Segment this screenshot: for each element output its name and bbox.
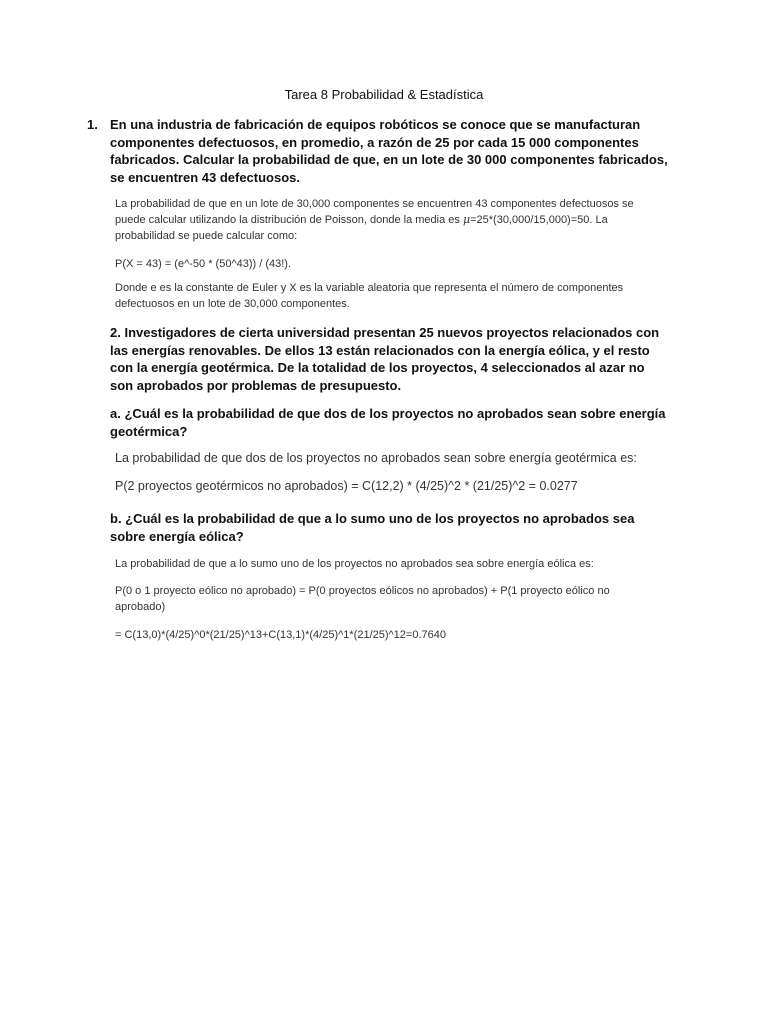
answer-2a-intro: La probabilidad de que dos de los proyectos no aprobados sean sobre energía geotérmica es: xyxy=(115,451,637,465)
question-2b-text: b. ¿Cuál es la probabilidad de que a lo sumo uno de los proyectos no aprobados sea sobre energía eólica? xyxy=(110,511,635,544)
answer-1-paragraph-1 xyxy=(115,196,660,244)
answer-1-block xyxy=(115,196,660,244)
question-1-text: En una industria de fabricación de equipos robóticos se conoce que se manufacturan componentes defectuosos, en promedio, a razón de 25 por cada 15 000 componentes fabricados. Calcular la probabilidad de que, en un lote de 30 000 componentes fabricados, se encuentren 43 defectuosos. xyxy=(110,117,668,185)
answer-1-paragraph-3: Donde e es la constante de Euler y X es la variable aleatoria que representa el número de componentes defectuosos en un lote de 30,000 componentes. xyxy=(115,282,624,310)
answer-2a-formula: P(2 proyectos geotérmicos no aprobados) = C(12,2) * (4/25)^2 * (21/25)^2 = 0.0277 xyxy=(115,479,578,493)
question-1-number: 1. xyxy=(87,117,98,132)
answer-2b-intro: La probabilidad de que a lo sumo uno de los proyectos no aprobados sea sobre energía eólica es: xyxy=(115,558,594,570)
answer-2b-line: P(0 o 1 proyecto eólico no aprobado) = P(0 proyectos eólicos no aprobados) + P(1 proyecto eólico no aprobado) xyxy=(115,585,610,613)
document-title: Tarea 8 Probabilidad & Estadística xyxy=(284,87,484,102)
answer-1-text-b: =25*(30,000/15,000)=50. La probabilidad se puede calcular como: xyxy=(115,214,608,242)
answer-1-formula: P(X = 43) = (e^-50 * (50^43)) / (43!). xyxy=(115,258,292,270)
question-2-text: 2. Investigadores de cierta universidad presentan 25 nuevos proyectos relacionados con las energías renovables. De ellos 13 están relacionados con la energía eólica, y el resto con la energía geotérmica. De la totalidad de los proyectos, 4 seleccionados al azar no son aprobados por problemas de presupuesto. xyxy=(110,325,660,393)
answer-2b-formula: = C(13,0)*(4/25)^0*(21/25)^13+C(13,1)*(4/25)^1*(21/25)^12=0.7640 xyxy=(115,629,446,641)
question-2a-text: a. ¿Cuál es la probabilidad de que dos de los proyectos no aprobados sean sobre energía geotérmica? xyxy=(110,406,666,439)
mu-symbol: μ xyxy=(462,213,471,226)
answer-1-text-a: La probabilidad de que en un lote de 30,000 componentes se encuentren 43 componentes defectuosos se puede calcular utilizando la distribución de Poisson, donde la media es xyxy=(115,198,634,226)
